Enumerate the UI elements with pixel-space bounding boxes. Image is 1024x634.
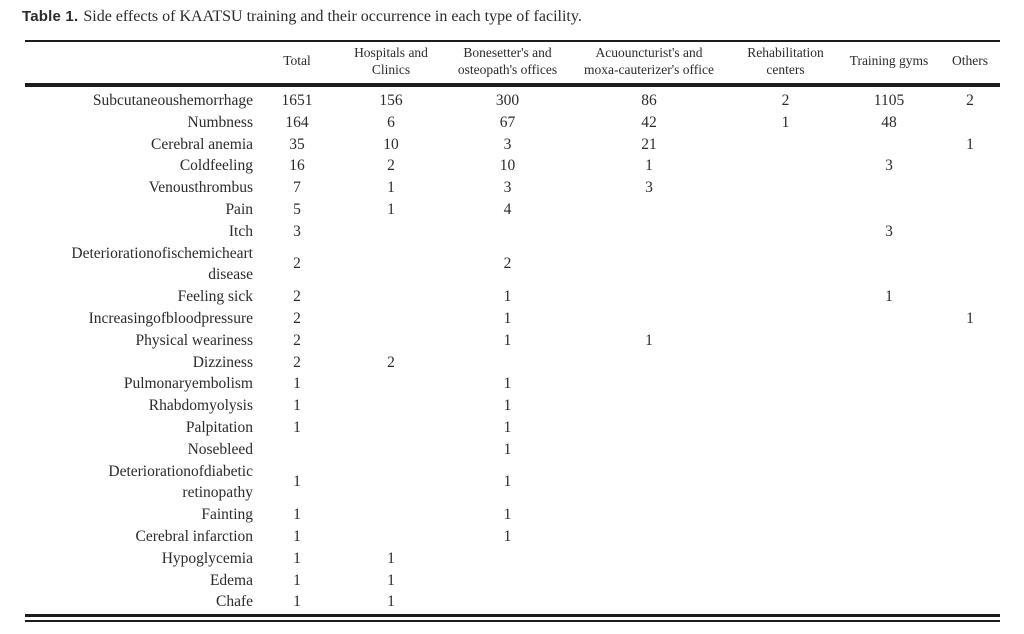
value-bonesetter-osteopath: 1 bbox=[503, 331, 512, 349]
table-row bbox=[25, 177, 1000, 199]
value-rehabilitation-centers bbox=[733, 439, 838, 461]
value-hospitals-clinics bbox=[332, 395, 450, 417]
value-training-gyms bbox=[838, 461, 940, 505]
value-training-gyms bbox=[838, 199, 940, 221]
value-rehabilitation-centers bbox=[733, 504, 838, 526]
value-total: 1 bbox=[293, 506, 301, 524]
value-total: 1651 bbox=[281, 92, 313, 109]
row-label: Subcutaneoushemorrhage bbox=[92, 92, 253, 109]
row-label: Feeling sick bbox=[177, 288, 253, 306]
row-label: Fainting bbox=[201, 506, 253, 524]
value-total: 164 bbox=[285, 113, 309, 131]
table-row bbox=[25, 373, 1000, 395]
row-label: Coldfeeling bbox=[179, 157, 253, 175]
value-total bbox=[262, 439, 332, 461]
row-label: Physical weariness bbox=[135, 331, 253, 349]
table-header bbox=[25, 41, 1000, 85]
value-rehabilitation-centers bbox=[733, 134, 838, 156]
value-bonesetter-osteopath bbox=[450, 591, 565, 613]
value-others bbox=[940, 373, 1000, 395]
value-others bbox=[940, 439, 1000, 461]
row-label: Palpitation bbox=[185, 418, 253, 436]
col-header-others: Others bbox=[940, 41, 1000, 85]
value-bonesetter-osteopath: 3 bbox=[503, 179, 512, 197]
table-row bbox=[25, 548, 1000, 570]
value-bonesetter-osteopath: 1 bbox=[503, 288, 512, 306]
value-training-gyms: 3 bbox=[885, 157, 893, 175]
table-row bbox=[25, 199, 1000, 221]
value-acupuncturist-moxa bbox=[565, 286, 733, 308]
value-acupuncturist-moxa bbox=[565, 526, 733, 548]
value-acupuncturist-moxa: 86 bbox=[641, 92, 657, 109]
table-caption-number: Table 1. bbox=[22, 8, 79, 25]
value-acupuncturist-moxa bbox=[565, 548, 733, 570]
value-total: 7 bbox=[293, 179, 301, 197]
value-training-gyms: 1 bbox=[885, 288, 893, 306]
value-total: 16 bbox=[289, 157, 305, 175]
table-container bbox=[25, 40, 1000, 622]
value-acupuncturist-moxa bbox=[565, 417, 733, 439]
value-bonesetter-osteopath: 1 bbox=[503, 506, 512, 524]
value-hospitals-clinics: 10 bbox=[383, 135, 399, 153]
value-bonesetter-osteopath: 2 bbox=[503, 255, 512, 273]
value-training-gyms bbox=[838, 504, 940, 526]
row-label: Nosebleed bbox=[187, 440, 253, 458]
table-row bbox=[25, 591, 1000, 613]
row-label: Pulmonaryembolism bbox=[123, 375, 253, 393]
row-label: Venousthrombus bbox=[148, 179, 253, 197]
value-hospitals-clinics bbox=[332, 286, 450, 308]
value-rehabilitation-centers bbox=[733, 199, 838, 221]
table-bottom-rule bbox=[25, 614, 1000, 622]
value-rehabilitation-centers bbox=[733, 395, 838, 417]
value-others bbox=[940, 417, 1000, 439]
table-caption-text: Side effects of KAATSU training and their occurrence in each type of facility. bbox=[83, 8, 582, 25]
value-acupuncturist-moxa bbox=[565, 504, 733, 526]
value-others bbox=[940, 548, 1000, 570]
value-total: 1 bbox=[293, 571, 301, 589]
value-training-gyms: 3 bbox=[885, 222, 893, 240]
value-rehabilitation-centers bbox=[733, 570, 838, 592]
value-hospitals-clinics: 1 bbox=[387, 593, 395, 611]
value-acupuncturist-moxa: 21 bbox=[641, 135, 657, 153]
table-row bbox=[25, 461, 1000, 505]
value-bonesetter-osteopath: 1 bbox=[503, 527, 512, 545]
value-total: 5 bbox=[293, 200, 301, 218]
value-hospitals-clinics bbox=[332, 417, 450, 439]
value-hospitals-clinics bbox=[332, 504, 450, 526]
value-bonesetter-osteopath bbox=[450, 221, 565, 243]
row-label: Rhabdomyolysis bbox=[148, 397, 253, 415]
value-acupuncturist-moxa bbox=[565, 199, 733, 221]
value-training-gyms bbox=[838, 591, 940, 613]
value-rehabilitation-centers bbox=[733, 155, 838, 177]
value-acupuncturist-moxa bbox=[565, 439, 733, 461]
value-bonesetter-osteopath: 300 bbox=[495, 92, 520, 109]
table-row bbox=[25, 395, 1000, 417]
value-rehabilitation-centers bbox=[733, 177, 838, 199]
value-acupuncturist-moxa: 1 bbox=[645, 331, 653, 349]
value-rehabilitation-centers bbox=[733, 591, 838, 613]
row-label: Hypoglycemia bbox=[161, 549, 253, 567]
col-header-bonesetter-osteopath: Bonesetter's and osteopath's offices bbox=[450, 41, 565, 85]
side-effects-table bbox=[25, 40, 1000, 613]
value-acupuncturist-moxa bbox=[565, 461, 733, 505]
value-bonesetter-osteopath: 1 bbox=[503, 309, 512, 327]
value-rehabilitation-centers: 1 bbox=[781, 113, 790, 131]
value-acupuncturist-moxa: 1 bbox=[645, 157, 653, 175]
table-row bbox=[25, 112, 1000, 134]
value-others bbox=[940, 199, 1000, 221]
value-others: 1 bbox=[966, 135, 974, 153]
value-rehabilitation-centers bbox=[733, 461, 838, 505]
value-training-gyms: 48 bbox=[881, 113, 897, 131]
table-row bbox=[25, 155, 1000, 177]
value-rehabilitation-centers bbox=[733, 526, 838, 548]
value-training-gyms bbox=[838, 373, 940, 395]
value-hospitals-clinics bbox=[332, 243, 450, 287]
value-acupuncturist-moxa bbox=[565, 591, 733, 613]
col-header-rehabilitation-centers: Rehabilitation centers bbox=[733, 41, 838, 85]
row-label: Cerebral infarction bbox=[135, 527, 253, 545]
value-training-gyms bbox=[838, 548, 940, 570]
row-label: Pain bbox=[225, 200, 253, 218]
value-training-gyms bbox=[838, 439, 940, 461]
value-others bbox=[940, 177, 1000, 199]
table-row bbox=[25, 352, 1000, 374]
value-training-gyms bbox=[838, 243, 940, 287]
value-others bbox=[940, 221, 1000, 243]
table-row bbox=[25, 330, 1000, 352]
value-others bbox=[940, 155, 1000, 177]
value-hospitals-clinics bbox=[332, 330, 450, 352]
value-training-gyms bbox=[838, 395, 940, 417]
value-acupuncturist-moxa bbox=[565, 373, 733, 395]
table-header-row bbox=[25, 41, 1000, 85]
value-hospitals-clinics: 156 bbox=[379, 92, 403, 109]
value-total: 1 bbox=[293, 473, 301, 491]
value-others: 2 bbox=[966, 92, 974, 109]
value-training-gyms bbox=[838, 308, 940, 330]
value-total: 2 bbox=[293, 288, 301, 306]
row-label: Numbness bbox=[187, 113, 253, 131]
value-acupuncturist-moxa bbox=[565, 221, 733, 243]
table-row bbox=[25, 417, 1000, 439]
value-hospitals-clinics bbox=[332, 439, 450, 461]
value-training-gyms bbox=[838, 330, 940, 352]
value-training-gyms bbox=[838, 570, 940, 592]
value-hospitals-clinics: 1 bbox=[387, 179, 395, 197]
table-row bbox=[25, 85, 1000, 112]
row-label: Deteriorationofdiabetic retinopathy bbox=[108, 462, 253, 502]
table-row bbox=[25, 570, 1000, 592]
value-total: 1 bbox=[293, 418, 301, 436]
row-label: Itch bbox=[228, 222, 253, 240]
value-hospitals-clinics: 6 bbox=[387, 113, 395, 131]
value-others bbox=[940, 570, 1000, 592]
value-acupuncturist-moxa: 3 bbox=[645, 179, 653, 197]
table-row bbox=[25, 504, 1000, 526]
value-total: 1 bbox=[293, 527, 301, 545]
value-bonesetter-osteopath: 10 bbox=[499, 157, 516, 175]
value-others bbox=[940, 526, 1000, 548]
col-header-training-gyms: Training gyms bbox=[838, 41, 940, 85]
value-rehabilitation-centers bbox=[733, 308, 838, 330]
value-others: 1 bbox=[966, 309, 974, 327]
value-training-gyms bbox=[838, 134, 940, 156]
row-label: Chafe bbox=[215, 593, 253, 611]
value-others bbox=[940, 112, 1000, 134]
value-bonesetter-osteopath: 1 bbox=[503, 397, 512, 415]
value-rehabilitation-centers bbox=[733, 352, 838, 374]
value-hospitals-clinics bbox=[332, 308, 450, 330]
value-rehabilitation-centers bbox=[733, 286, 838, 308]
value-rehabilitation-centers bbox=[733, 548, 838, 570]
value-acupuncturist-moxa bbox=[565, 308, 733, 330]
value-bonesetter-osteopath: 1 bbox=[503, 440, 512, 458]
value-total: 35 bbox=[289, 135, 305, 153]
value-others bbox=[940, 243, 1000, 287]
table-row bbox=[25, 286, 1000, 308]
table-row bbox=[25, 243, 1000, 287]
value-acupuncturist-moxa bbox=[565, 570, 733, 592]
table-row bbox=[25, 439, 1000, 461]
value-total: 1 bbox=[293, 549, 301, 567]
col-header-total: Total bbox=[262, 41, 332, 85]
value-others bbox=[940, 395, 1000, 417]
value-bonesetter-osteopath bbox=[450, 352, 565, 374]
value-hospitals-clinics: 1 bbox=[387, 571, 395, 589]
value-rehabilitation-centers bbox=[733, 417, 838, 439]
value-others bbox=[940, 504, 1000, 526]
col-header-acupuncturist-moxa: Acuouncturist's and moxa-cauterizer's office bbox=[565, 41, 733, 85]
value-others bbox=[940, 286, 1000, 308]
row-label: Deteriorationofischemicheart disease bbox=[71, 244, 253, 284]
value-training-gyms bbox=[838, 177, 940, 199]
value-bonesetter-osteopath: 1 bbox=[503, 418, 512, 436]
value-training-gyms: 1105 bbox=[873, 92, 905, 109]
value-training-gyms bbox=[838, 526, 940, 548]
table-row bbox=[25, 526, 1000, 548]
value-total: 3 bbox=[293, 222, 301, 240]
table-body bbox=[25, 85, 1000, 613]
value-hospitals-clinics bbox=[332, 221, 450, 243]
row-label: Cerebral anemia bbox=[151, 135, 253, 153]
value-training-gyms bbox=[838, 417, 940, 439]
value-bonesetter-osteopath: 3 bbox=[503, 135, 512, 153]
value-total: 2 bbox=[293, 353, 301, 371]
value-hospitals-clinics: 2 bbox=[387, 157, 395, 175]
value-rehabilitation-centers bbox=[733, 330, 838, 352]
value-acupuncturist-moxa bbox=[565, 395, 733, 417]
col-header-hospitals-clinics: Hospitals and Clinics bbox=[332, 41, 450, 85]
value-bonesetter-osteopath: 1 bbox=[503, 473, 512, 491]
value-hospitals-clinics bbox=[332, 461, 450, 505]
value-bonesetter-osteopath bbox=[450, 548, 565, 570]
table-row bbox=[25, 308, 1000, 330]
value-others bbox=[940, 330, 1000, 352]
value-others bbox=[940, 461, 1000, 505]
value-total: 1 bbox=[293, 593, 301, 611]
value-bonesetter-osteopath: 67 bbox=[499, 113, 516, 131]
value-hospitals-clinics bbox=[332, 373, 450, 395]
value-total: 2 bbox=[293, 309, 301, 327]
table-row bbox=[25, 221, 1000, 243]
value-training-gyms bbox=[838, 352, 940, 374]
value-rehabilitation-centers: 2 bbox=[781, 92, 790, 109]
row-label: Dizziness bbox=[192, 353, 253, 371]
value-total: 2 bbox=[293, 255, 301, 273]
value-rehabilitation-centers bbox=[733, 221, 838, 243]
value-acupuncturist-moxa bbox=[565, 243, 733, 287]
value-others bbox=[940, 352, 1000, 374]
table-row bbox=[25, 134, 1000, 156]
value-rehabilitation-centers bbox=[733, 243, 838, 287]
value-acupuncturist-moxa: 42 bbox=[641, 113, 657, 131]
value-hospitals-clinics: 1 bbox=[387, 200, 395, 218]
table-caption bbox=[22, 7, 582, 27]
value-hospitals-clinics: 2 bbox=[387, 353, 395, 371]
row-label: Edema bbox=[209, 571, 253, 589]
col-header-side-effect bbox=[25, 41, 262, 85]
value-bonesetter-osteopath: 1 bbox=[503, 375, 512, 393]
value-bonesetter-osteopath: 4 bbox=[503, 200, 512, 218]
value-others bbox=[940, 591, 1000, 613]
value-hospitals-clinics: 1 bbox=[387, 549, 395, 567]
value-bonesetter-osteopath bbox=[450, 570, 565, 592]
value-acupuncturist-moxa bbox=[565, 352, 733, 374]
row-label: Increasingofbloodpressure bbox=[88, 309, 253, 327]
value-hospitals-clinics bbox=[332, 526, 450, 548]
value-total: 1 bbox=[293, 397, 301, 415]
value-rehabilitation-centers bbox=[733, 373, 838, 395]
value-total: 2 bbox=[293, 331, 301, 349]
value-total: 1 bbox=[293, 375, 301, 393]
